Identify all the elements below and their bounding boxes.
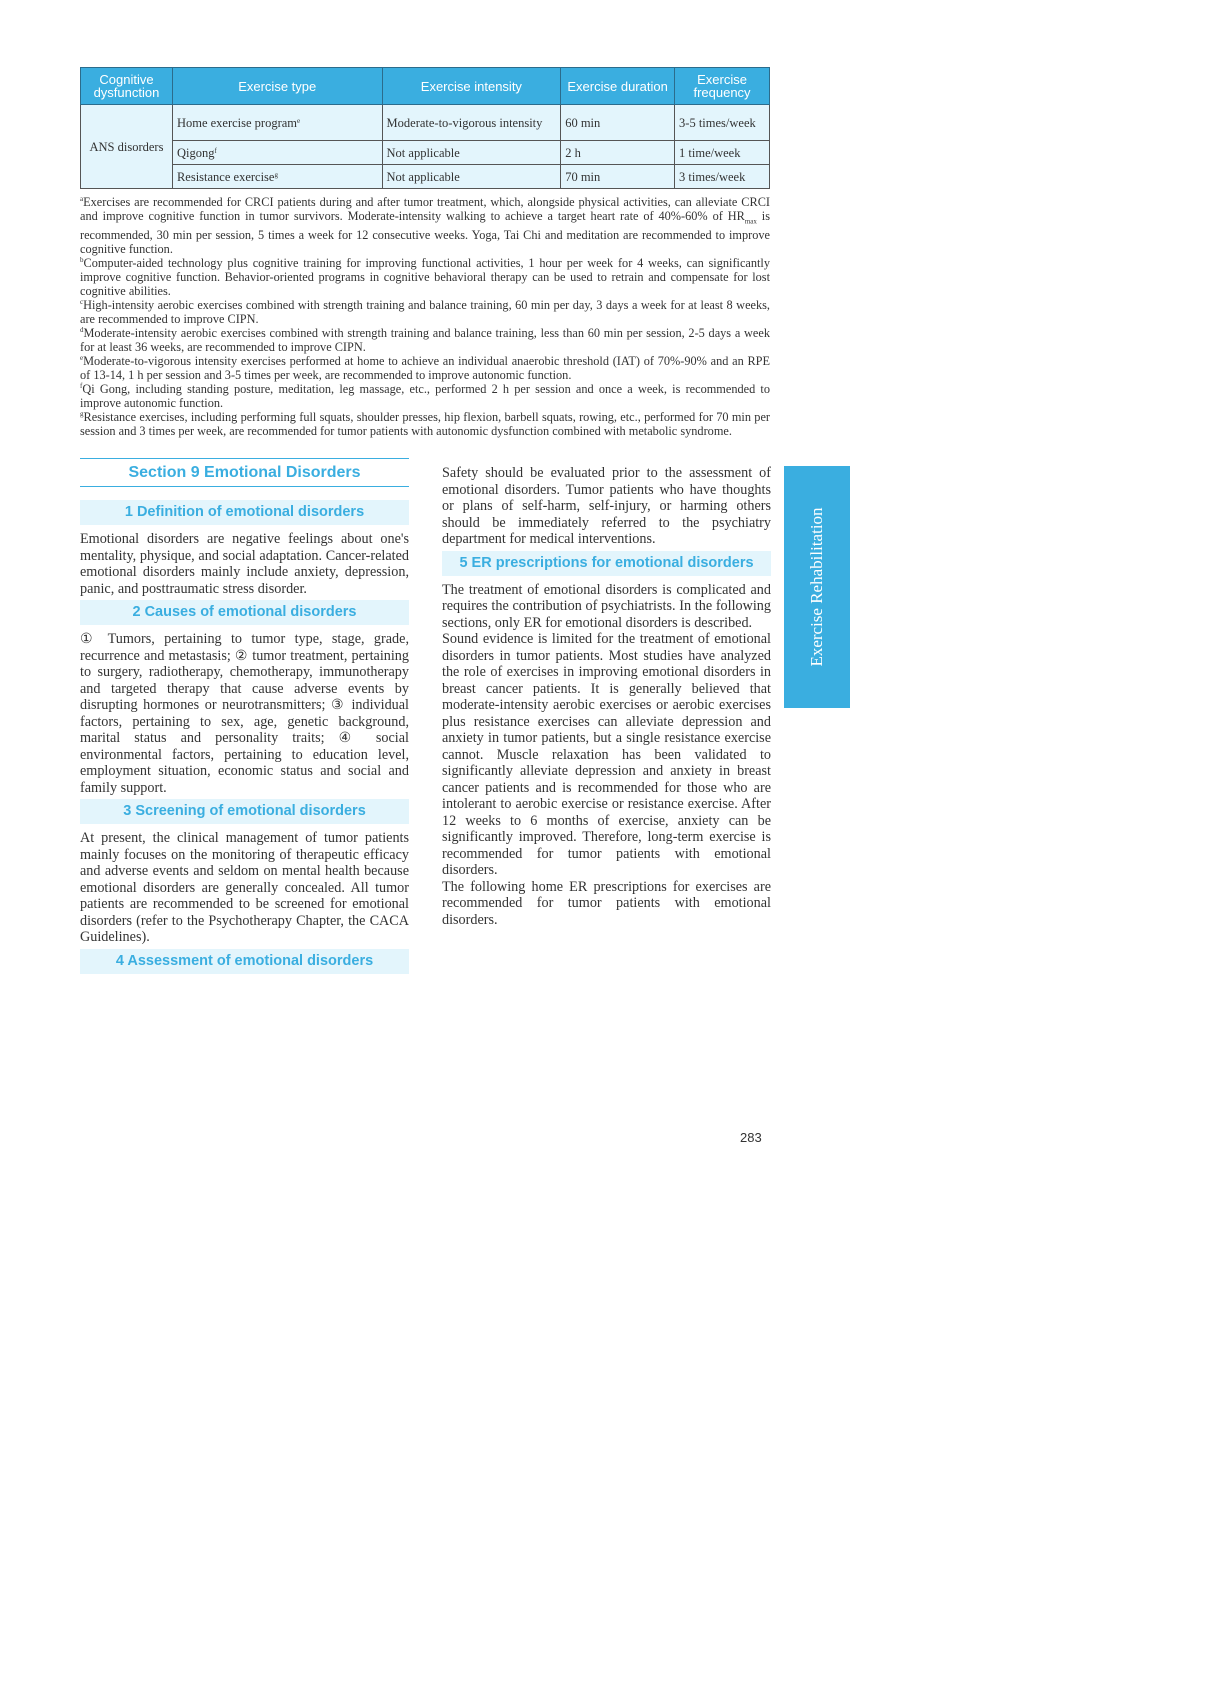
table-row: [81, 141, 770, 165]
exercise-table: [80, 67, 770, 189]
paragraph-evidence: Sound evidence is limited for the treatment of emotional disorders in tumor patients. Most studies have analyzed the role of exercises in improving emotional disorders in breast cancer patients. It is generally believed that moderate-intensity aerobic exercises or aerobic exercises plus resistance exercises can alleviate depression and anxiety in tumor patients, but a single resistance exercise cannot. Muscle relaxation has been validated to significantly alleviate depression and anxiety in breast cancer patients and is recommended for those who are intolerant to aerobic exercise or resistance exercise. After 12 weeks to 6 months of exercise, anxiety can be significantly improved. Therefore, long-term exercise is recommended for tumor patients with emotional disorders.: [442, 631, 771, 878]
type-text: Resistance exercise: [176, 169, 275, 184]
paragraph-home-er: The following home ER prescriptions for exercises are recommended for tumor patients with emotional disorders.: [442, 878, 771, 928]
table-footnotes: [80, 195, 770, 438]
footnote-b: [80, 256, 770, 298]
footnote-f: [80, 382, 770, 410]
heading-definition: 1 Definition of emotional disorders: [80, 500, 409, 525]
header-exercise-frequency: Exercise frequency: [675, 68, 770, 105]
footnote-mark: e: [297, 116, 301, 125]
frequency-cell: 1 time/week: [675, 141, 770, 165]
header-cognitive-dysfunction: Cognitive dysfunction: [81, 68, 173, 105]
heading-assessment: 4 Assessment of emotional disorders: [80, 949, 409, 974]
type-cell: [172, 165, 382, 189]
heading-screening: 3 Screening of emotional disorders: [80, 799, 409, 824]
duration-cell: 60 min: [561, 105, 675, 141]
type-text: Qigong: [176, 145, 215, 160]
footnote-mark: g: [80, 410, 84, 419]
footnote-mark: c: [80, 298, 84, 307]
right-column: [442, 465, 771, 928]
footnote-mark: a: [80, 195, 84, 203]
footnote-mark: d: [80, 326, 84, 335]
paragraph-causes: ① Tumors, pertaining to tumor type, stage, grade, recurrence and metastasis; ② tumor treatment, pertaining to surgery, radiotherapy, chemotherapy, immunotherapy and targeted therapy that cause adverse events by disrupting hormones or neurotransmitters; ③ individual factors, pertaining to sex, age, genetic background, marital status and personality traits; ④ social environmental factors, pertaining to education level, employment situation, economic status and social and family support.: [80, 631, 409, 796]
header-exercise-duration: Exercise duration: [561, 68, 675, 105]
footnote-mark: b: [80, 256, 84, 265]
heading-er-prescriptions: 5 ER prescriptions for emotional disorders: [442, 551, 771, 576]
footnote-text: Moderate-intensity aerobic exercises combined with strength training and balance training, less than 60 min per session, 2-5 days a week for at least 36 weeks, are recommended to improve CIPN.: [80, 326, 770, 355]
frequency-cell: 3 times/week: [675, 165, 770, 189]
table-row: [81, 105, 770, 141]
duration-cell: 2 h: [561, 141, 675, 165]
group-cell: ANS disorders: [81, 105, 173, 189]
type-text: Home exercise program: [176, 115, 298, 130]
footnote-text: High-intensity aerobic exercises combined with strength training and balance training, 60 min per day, 3 days a week for at least 8 weeks, are recommended to improve CIPN.: [80, 298, 770, 327]
heading-causes: 2 Causes of emotional disorders: [80, 600, 409, 625]
footnote-mark: f: [214, 146, 217, 155]
footnote-a: [80, 195, 770, 256]
footnote-d: [80, 326, 770, 354]
paragraph-safety: Safety should be evaluated prior to the assessment of emotional disorders. Tumor patients who have thoughts or plans of self-harm, self-injury, or harming others should be immediately referred to the psychiatry department for medical interventions.: [442, 465, 771, 547]
footnote-text: Exercises are recommended for CRCI patients during and after tumor treatment, which, alongside physical activities, can alleviate CRCI and improve cognitive function in tumor survivors. Moderate-intensity walking to achieve a target heart rate of 40%-60% of: [80, 195, 770, 223]
header-exercise-intensity: Exercise intensity: [382, 68, 561, 105]
footnote-c: [80, 298, 770, 326]
type-cell: [172, 105, 382, 141]
paragraph-screening: At present, the clinical management of tumor patients mainly focuses on the monitoring of therapeutic efficacy and adverse events and seldom on mental health because emotional disorders are generally concealed. All tumor patients are recommended to be screened for emotional disorders (refer to the Psychotherapy Chapter, the CACA Guidelines).: [80, 830, 409, 945]
header-exercise-type: Exercise type: [172, 68, 382, 105]
footnote-text: Moderate-to-vigorous intensity exercises performed at home to achieve an individual anaerobic threshold (IAT) of 70%-90% and an RPE of 13-14, 1 h per session and 3-5 times per week, are recommended to improve autonomic function.: [80, 354, 770, 383]
footnote-text: HR: [727, 209, 745, 223]
intensity-cell: Not applicable: [382, 141, 561, 165]
footnote-text: Computer-aided technology plus cognitive training for improving functional activities, 1 hour per week for 4 weeks, can significantly improve cognitive function. Behavior-oriented programs in cognitive behavioral therapy can be used to retrain and compensate for lost cognitive abilities.: [80, 256, 770, 299]
footnote-mark: g: [274, 170, 278, 179]
side-tab-label: Exercise Rehabilitation: [807, 507, 826, 667]
footnote-g: [80, 410, 770, 438]
table-row: [81, 165, 770, 189]
section-title: Section 9 Emotional Disorders: [80, 458, 409, 487]
frequency-cell: 3-5 times/week: [675, 105, 770, 141]
paragraph-treatment: The treatment of emotional disorders is complicated and requires the contribution of psychiatrists. In the following sections, only ER for emotional disorders is described.: [442, 581, 771, 631]
footnote-e: [80, 354, 770, 382]
footnote-text: is recommended, 30 min per session, 5 times a week for 12 consecutive weeks. Yoga, Tai Chi and meditation are recommended to improve cognitive function.: [80, 209, 770, 257]
footnote-mark: f: [80, 382, 83, 391]
footnote-mark: e: [80, 354, 84, 363]
footnote-text: Resistance exercises, including performing full squats, shoulder presses, hip flexion, barbell squats, rowing, etc., performed for 70 min per session and 3 times per week, are recommended for tumor patients with autonomic dysfunction combined with metabolic syndrome.: [80, 410, 770, 439]
intensity-cell: Not applicable: [382, 165, 561, 189]
intensity-cell: Moderate-to-vigorous intensity: [382, 105, 561, 141]
type-cell: [172, 141, 382, 165]
footnote-text: Qi Gong, including standing posture, meditation, leg massage, etc., performed 2 h per session and once a week, is recommended to improve autonomic function.: [80, 382, 770, 411]
chapter-side-tab: [784, 466, 850, 708]
table-header-row: [81, 68, 770, 105]
duration-cell: 70 min: [561, 165, 675, 189]
footnote-subscript: max: [744, 217, 757, 226]
left-column: [80, 497, 409, 980]
paragraph-definition: Emotional disorders are negative feelings about one's mentality, physique, and social adaptation. Cancer-related emotional disorders mainly include anxiety, depression, panic, and posttraumatic stress disorder.: [80, 531, 409, 597]
page-number: 283: [740, 1130, 762, 1145]
